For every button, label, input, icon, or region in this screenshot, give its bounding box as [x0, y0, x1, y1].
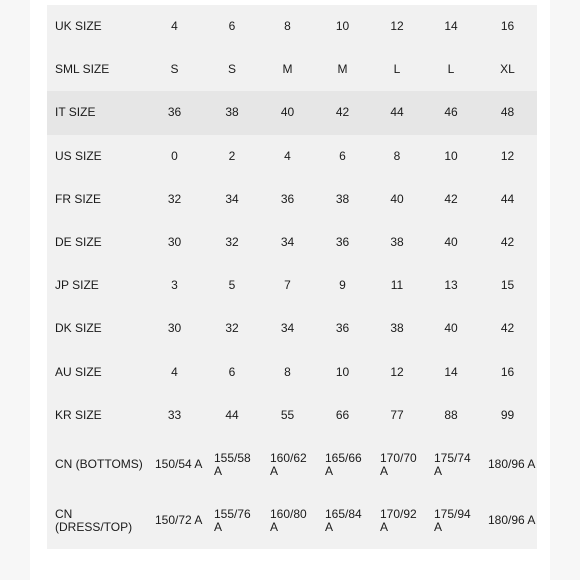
size-cell: 30	[167, 321, 182, 336]
size-cell: 10	[335, 19, 350, 34]
row-label: IT SIZE	[47, 91, 145, 134]
size-cell: 6	[228, 19, 236, 34]
size-cell: 5	[228, 278, 236, 293]
row-label: FR SIZE	[55, 191, 102, 206]
size-cell: 42	[500, 321, 515, 336]
size-cell: M	[282, 62, 293, 77]
table-row	[47, 178, 537, 221]
size-cell: 4	[171, 19, 178, 34]
size-cell: 175/94 A	[434, 506, 471, 534]
size-cell: 16	[500, 19, 515, 34]
size-cell: 4	[284, 148, 291, 163]
size-cell: XL	[500, 62, 515, 77]
size-cell: 150/54 A	[155, 457, 203, 472]
size-cell: 44	[225, 407, 239, 422]
row-label: SML SIZE	[55, 62, 110, 77]
size-cell: 38	[390, 235, 404, 250]
size-cell: 165/66 A	[325, 450, 362, 478]
row-label: AU SIZE	[55, 364, 102, 379]
size-cell: 32	[225, 235, 239, 250]
size-conversion-table	[47, 5, 537, 549]
size-table-body	[47, 5, 537, 549]
size-cell: 46	[424, 91, 478, 134]
size-cell: L	[393, 62, 401, 77]
size-cell: 36	[335, 235, 350, 250]
size-cell: 48	[478, 91, 537, 134]
size-cell: 2	[228, 148, 236, 163]
size-cell: 36	[280, 191, 295, 206]
size-cell: 40	[444, 321, 458, 336]
table-row	[47, 394, 537, 437]
table-row	[47, 91, 537, 134]
size-cell: 38	[390, 321, 404, 336]
size-cell: 180/96 A	[488, 457, 536, 472]
size-cell: 12	[390, 19, 404, 34]
row-label: UK SIZE	[55, 19, 102, 34]
table-row	[47, 264, 537, 307]
size-cell: 15	[500, 278, 515, 293]
size-cell: 44	[370, 91, 424, 134]
table-row	[47, 221, 537, 264]
size-cell: 12	[500, 148, 515, 163]
size-cell: 40	[444, 235, 458, 250]
size-cell: L	[447, 62, 455, 77]
left-margin	[0, 0, 30, 580]
size-cell: 66	[335, 407, 350, 422]
table-row	[47, 5, 537, 48]
size-cell: 42	[315, 91, 370, 134]
size-cell: 11	[390, 278, 404, 293]
table-row	[47, 437, 537, 493]
size-cell: 6	[339, 148, 346, 163]
size-cell: 33	[167, 407, 182, 422]
size-cell: 34	[280, 321, 295, 336]
row-label: US SIZE	[55, 148, 102, 163]
size-cell: 34	[225, 191, 239, 206]
size-cell: 165/84 A	[325, 506, 362, 534]
size-cell: 38	[204, 91, 260, 134]
size-cell: S	[227, 62, 236, 77]
row-label: DK SIZE	[55, 321, 102, 336]
size-cell: 3	[171, 278, 178, 293]
size-cell: 8	[284, 364, 291, 379]
size-cell: 34	[280, 235, 295, 250]
row-label: JP SIZE	[55, 278, 99, 293]
size-cell: 38	[335, 191, 350, 206]
size-cell: 6	[228, 364, 236, 379]
size-cell: 8	[393, 148, 401, 163]
size-cell: 36	[145, 91, 204, 134]
row-label: KR SIZE	[55, 407, 102, 422]
size-cell: 14	[444, 364, 458, 379]
row-label: DE SIZE	[55, 235, 102, 250]
size-cell: 55	[280, 407, 295, 422]
size-cell: 44	[500, 191, 515, 206]
size-cell: 12	[390, 364, 404, 379]
size-cell: 13	[444, 278, 458, 293]
size-cell: 14	[444, 19, 458, 34]
size-cell: 0	[171, 148, 178, 163]
size-cell: 9	[339, 278, 346, 293]
size-cell: M	[337, 62, 348, 77]
table-row	[47, 493, 537, 549]
size-cell: 16	[500, 364, 515, 379]
size-cell: 175/74 A	[434, 450, 471, 478]
size-cell: 32	[167, 191, 182, 206]
size-cell: 160/62 A	[270, 450, 307, 478]
size-cell: 7	[284, 278, 291, 293]
size-cell: 88	[444, 407, 458, 422]
size-cell: 40	[260, 91, 315, 134]
table-row	[47, 351, 537, 394]
size-cell: 155/76 A	[214, 506, 251, 534]
size-cell: 42	[500, 235, 515, 250]
size-cell: S	[170, 62, 179, 77]
size-cell: 30	[167, 235, 182, 250]
size-cell: 155/58 A	[214, 450, 251, 478]
table-row	[47, 135, 537, 178]
right-margin	[550, 0, 580, 580]
size-cell: 99	[500, 407, 515, 422]
table-row	[47, 48, 537, 91]
size-cell: 40	[390, 191, 404, 206]
size-cell: 77	[390, 407, 404, 422]
size-cell: 32	[225, 321, 239, 336]
size-cell: 4	[171, 364, 178, 379]
size-cell: 180/96 A	[488, 513, 536, 528]
size-cell: 170/70 A	[380, 450, 417, 478]
size-cell: 10	[444, 148, 458, 163]
size-cell: 160/80 A	[270, 506, 307, 534]
size-cell: 170/92 A	[380, 506, 417, 534]
size-cell: 42	[444, 191, 458, 206]
table-row	[47, 307, 537, 350]
size-cell: 36	[335, 321, 350, 336]
row-label: CN (DRESS/TOP)	[55, 506, 133, 534]
row-label: CN (BOTTOMS)	[55, 457, 143, 472]
size-cell: 10	[335, 364, 350, 379]
size-cell: 8	[284, 19, 291, 34]
size-cell: 150/72 A	[155, 513, 203, 528]
